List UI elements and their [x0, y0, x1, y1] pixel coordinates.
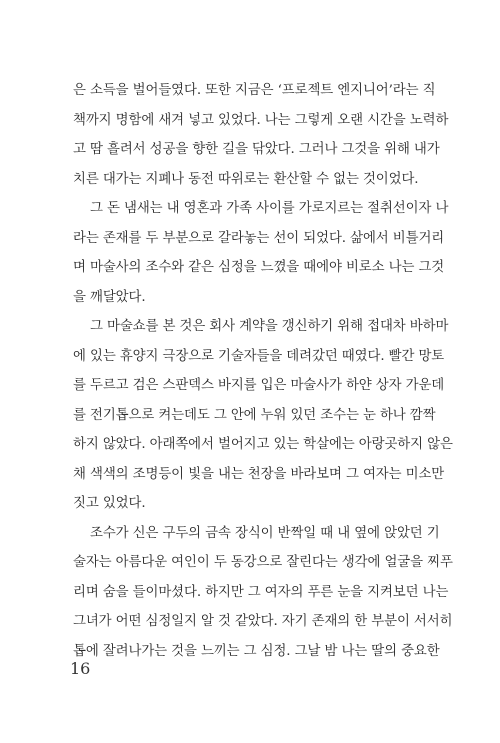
text-line: 리며 숨을 들이마셨다. 하지만 그 여자의 푸른 눈을 지켜보던 나는: [73, 584, 449, 600]
text-line: 채 색색의 조명등이 빛을 내는 천장을 바라보며 그 여자는 미소만: [73, 466, 445, 482]
text-line: 짓고 있었다.: [73, 496, 146, 511]
text-line: 고 땀 흘려서 성공을 향한 길을 닦았다. 그러나 그것을 위해 내가: [73, 142, 440, 157]
text-line: 를 전기톱으로 켜는데도 그 안에 누워 있던 조수는 눈 하나 깜짝: [73, 407, 436, 423]
paragraph-start-line: 그 돈 냄새는 내 영혼과 가족 사이를 가로지르는 절취선이자 나: [90, 201, 449, 216]
body-text: [73, 76, 453, 666]
text-line: 그녀가 어떤 심정일지 알 것 같았다. 자기 존재의 한 부분이 서서히: [73, 614, 453, 629]
paragraph-start-line: 조수가 신은 구두의 금속 장식이 반짝일 때 내 옆에 앉았던 기: [90, 525, 440, 541]
text-line: 에 있는 휴양지 극장으로 기술자들을 데려갔던 때였다. 빨간 망토: [73, 348, 445, 364]
text-line: 며 마술사의 조수와 같은 심정을 느꼈을 때에야 비로소 나는 그것: [73, 260, 445, 275]
text-line: 하지 않았다. 아래쪽에서 벌어지고 있는 학살에는 아랑곳하지 않은: [73, 437, 453, 452]
text-line: 을 깨달았다.: [73, 289, 146, 305]
text-line: 를 두르고 검은 스판덱스 바지를 입은 마술사가 하얀 상자 가운데: [73, 378, 445, 393]
text-line: 톱에 잘려나가는 것을 느끼는 그 심정. 그날 밤 나는 딸의 중요한: [73, 643, 440, 659]
paragraph-start-line: 그 마술쇼를 본 것은 회사 계약을 갱신하기 위해 접대차 바하마: [90, 319, 449, 334]
text-line: 책까지 명함에 새겨 넣고 있었다. 나는 그렇게 오랜 시간을 노력하: [73, 112, 449, 128]
text-line: 은 소득을 벌어들였다. 또한 지금은 ‘프로젝트 엔지니어’라는 직: [73, 83, 436, 98]
page-number: 16: [70, 659, 91, 678]
text-line: 술자는 아름다운 여인이 두 동강으로 잘린다는 생각에 얼굴을 찌푸: [73, 555, 453, 570]
text-line: 치른 대가는 지폐나 동전 따위로는 환산할 수 없는 것이었다.: [73, 171, 419, 187]
text-line: 라는 존재를 두 부분으로 갈라놓는 선이 되었다. 삶에서 비틀거리: [73, 230, 445, 246]
